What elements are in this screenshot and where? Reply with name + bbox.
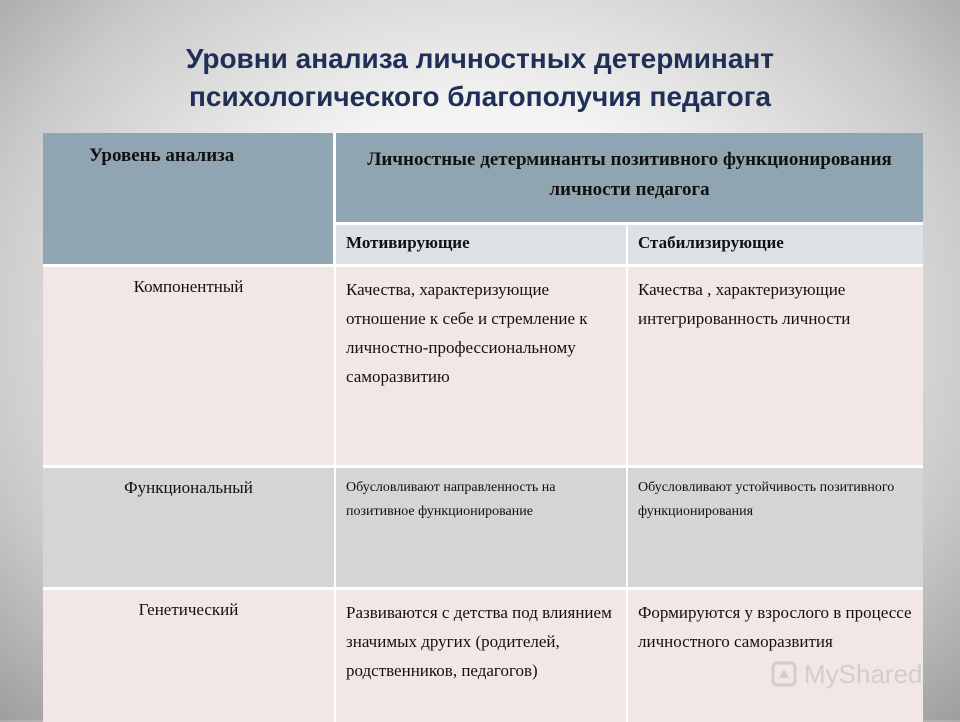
row-level-cell: Генетический — [43, 587, 336, 722]
watermark — [770, 656, 930, 692]
header-stabilizing: Стабилизирующие — [628, 222, 923, 264]
table-row — [43, 465, 923, 587]
row-level-cell: Функциональный — [43, 465, 336, 587]
watermark-text: MyShared — [804, 658, 923, 689]
slide-title-line-1: Уровни анализа личностных детерминант — [185, 43, 775, 74]
header-personal-determinants: Личностные детерминанты позитивного функционирования личности педагога — [336, 133, 923, 222]
slide-title-line-2: психологического благополучия педагога — [188, 81, 772, 112]
myshared-logo-icon — [770, 660, 798, 688]
table-row — [43, 264, 923, 465]
row-level-cell: Компонентный — [43, 264, 336, 465]
determinants-table — [43, 133, 923, 722]
header-level-of-analysis: Уровень анализа — [43, 133, 336, 264]
table-row — [43, 587, 923, 722]
slide-title — [0, 40, 960, 116]
row-motivating-cell: Развиваются с детства под влиянием значимых других (родителей, родственников, педагогов) — [336, 587, 628, 722]
row-stabilizing-cell: Формируются у взрослого в процессе личностного саморазвития — [628, 587, 923, 722]
row-stabilizing-cell: Качества , характеризующие интегрированность личности — [628, 264, 923, 465]
row-stabilizing-cell: Обусловливают устойчивость позитивного функционирования — [628, 465, 923, 587]
header-motivating: Мотивирующие — [336, 222, 628, 264]
row-motivating-cell: Качества, характеризующие отношение к себе и стремление к личностно-профессиональному саморазвитию — [336, 264, 628, 465]
row-motivating-cell: Обусловливают направленность на позитивное функционирование — [336, 465, 628, 587]
